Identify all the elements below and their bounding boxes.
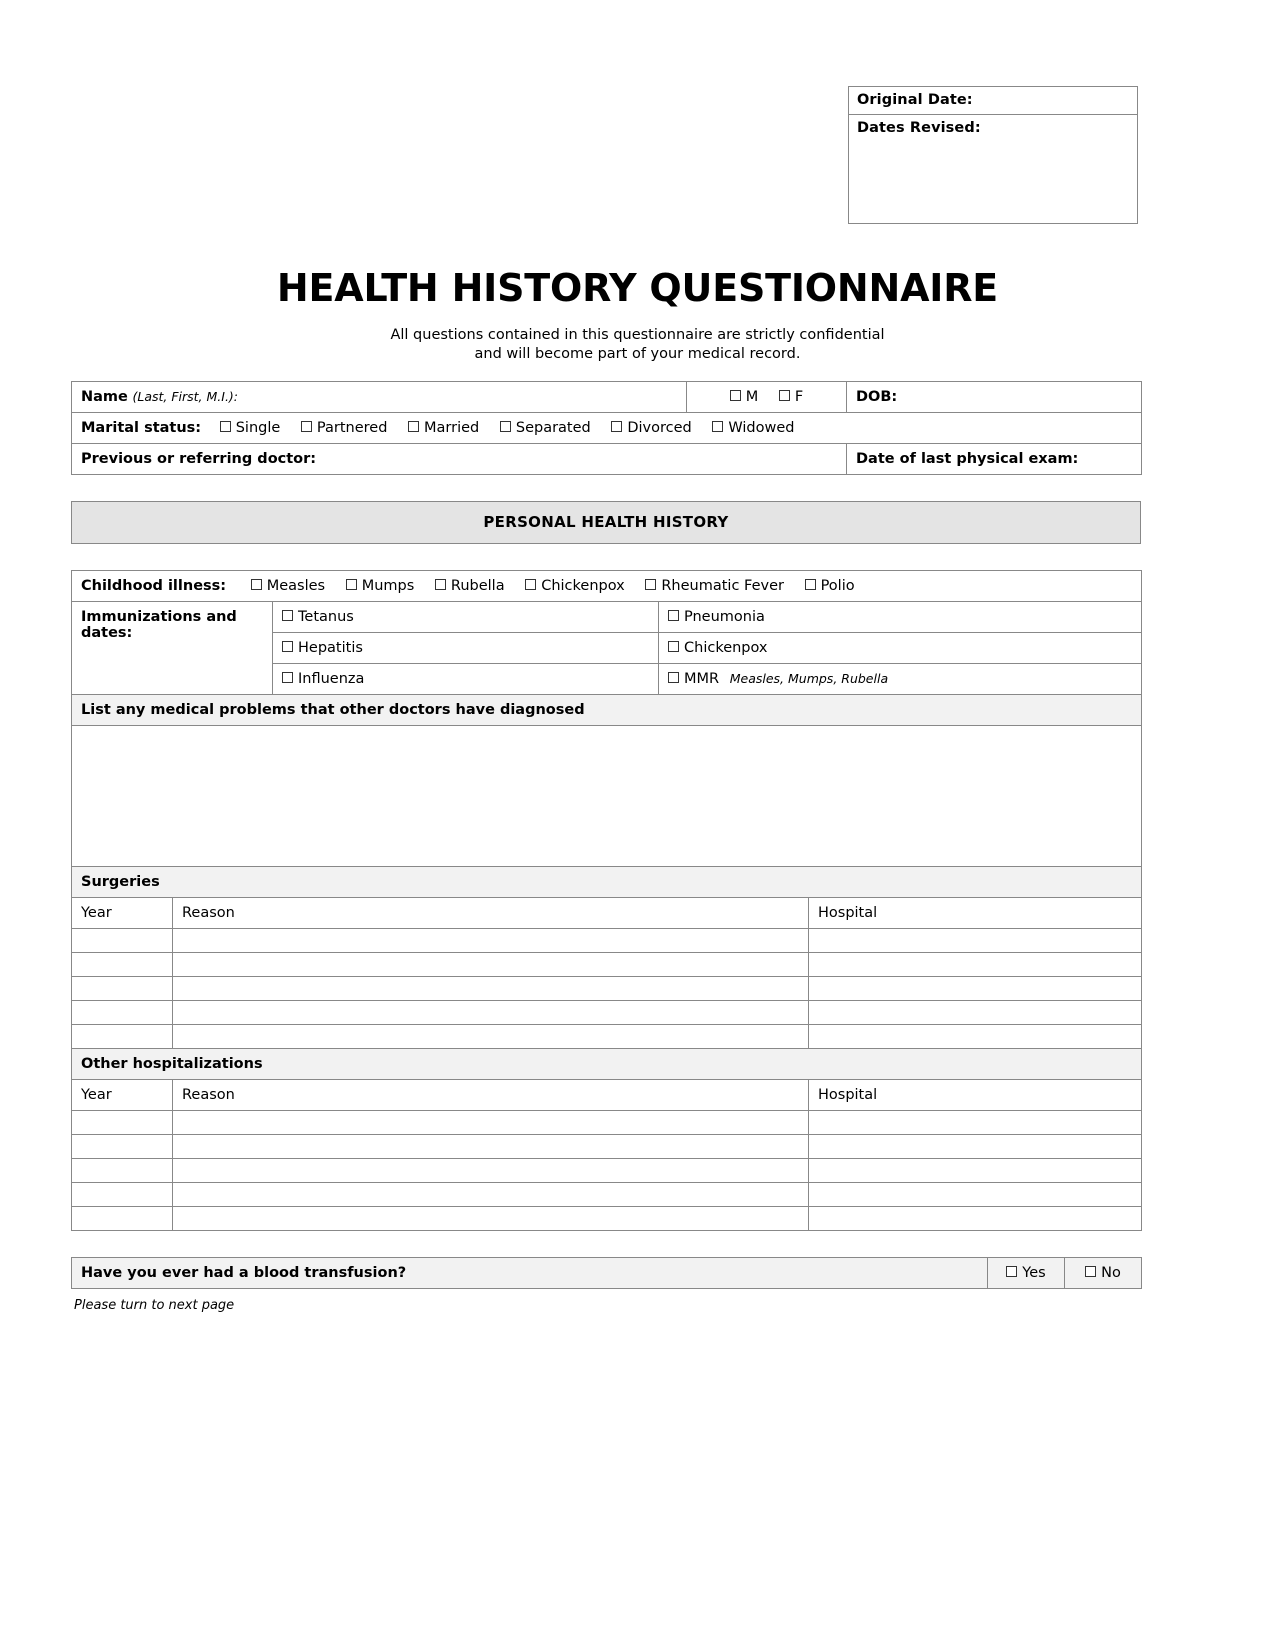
- last-exam-field[interactable]: [847, 444, 1142, 475]
- transfusion-table: [71, 1257, 1142, 1289]
- dob-field[interactable]: [847, 382, 1142, 413]
- page-footer-note: Please turn to next page: [74, 1298, 235, 1313]
- surgeries-cell-hospital[interactable]: [809, 1025, 1142, 1049]
- transfusion-row: [72, 1258, 1142, 1289]
- page-title: HEALTH HISTORY QUESTIONNAIRE: [276, 266, 999, 310]
- checkbox-icon[interactable]: [730, 390, 741, 401]
- checkbox-icon[interactable]: [282, 641, 293, 652]
- hospitalizations-cell-reason[interactable]: [173, 1183, 809, 1207]
- checkbox-icon[interactable]: [779, 390, 790, 401]
- hospitalizations-cell-year[interactable]: [72, 1183, 173, 1207]
- childhood-option-rheumatic-fever[interactable]: [645, 578, 784, 594]
- name-field[interactable]: [72, 382, 687, 413]
- childhood-option-chickenpox[interactable]: [525, 578, 625, 594]
- childhood-option-chickenpox-label: Chickenpox: [541, 578, 625, 594]
- checkbox-icon[interactable]: [1006, 1266, 1017, 1277]
- table-row: [72, 953, 1142, 977]
- immunization-hepatitis[interactable]: [273, 633, 659, 664]
- table-row: [72, 1001, 1142, 1025]
- last-exam-label: Date of last physical exam:: [856, 451, 1079, 467]
- immunization-tetanus-label: Tetanus: [298, 609, 354, 625]
- immunizations-label-line2: dates:: [81, 625, 133, 641]
- immunization-row-1: [72, 602, 1142, 633]
- checkbox-icon[interactable]: [805, 579, 816, 590]
- medical-problems-header: [72, 695, 1142, 726]
- childhood-option-polio-label: Polio: [820, 578, 855, 594]
- dates-revised-label: Dates Revised:: [857, 120, 981, 136]
- surgeries-cell-reason[interactable]: [173, 1025, 809, 1049]
- hospitalizations-table: [71, 1048, 1142, 1231]
- marital-option-single-label: Single: [235, 420, 281, 436]
- surgeries-cell-hospital[interactable]: [809, 953, 1142, 977]
- childhood-option-rheumatic-fever-label: Rheumatic Fever: [661, 578, 784, 594]
- surgeries-col-hospital: Hospital: [809, 898, 1142, 929]
- checkbox-icon[interactable]: [435, 579, 446, 590]
- subtitle-line-1: All questions contained in this questionnaire are strictly confidential: [390, 327, 885, 343]
- immunization-influenza[interactable]: [273, 664, 659, 695]
- checkbox-icon[interactable]: [220, 421, 231, 432]
- surgeries-table: [71, 866, 1142, 1049]
- dates-revised-field[interactable]: [849, 115, 1137, 223]
- name-row: [72, 382, 1142, 413]
- spacer: [71, 1231, 1141, 1257]
- original-date-field[interactable]: [849, 87, 1137, 115]
- table-row: [72, 977, 1142, 1001]
- childhood-option-measles[interactable]: [251, 578, 325, 594]
- hospitalizations-header: [72, 1049, 1142, 1080]
- sex-option-f[interactable]: [779, 389, 803, 405]
- hospitalizations-header-label: Other hospitalizations: [81, 1056, 263, 1072]
- medical-problems-header-row: [72, 695, 1142, 726]
- checkbox-icon[interactable]: [282, 610, 293, 621]
- revision-box: [848, 86, 1138, 224]
- immunization-pneumonia[interactable]: [659, 602, 1142, 633]
- surgeries-cell-reason[interactable]: [173, 953, 809, 977]
- checkbox-icon[interactable]: [645, 579, 656, 590]
- table-row: [72, 1207, 1142, 1231]
- surgeries-cell-reason[interactable]: [173, 1001, 809, 1025]
- personal-health-table: [71, 570, 1142, 867]
- hospitalizations-header-row: [72, 1049, 1142, 1080]
- immunizations-label-cell: [72, 602, 273, 695]
- surgeries-col-reason: Reason: [173, 898, 809, 929]
- surgeries-cell-reason[interactable]: [173, 977, 809, 1001]
- medical-problems-header-label: List any medical problems that other doctors have diagnosed: [81, 702, 585, 718]
- hospitalizations-cell-reason[interactable]: [173, 1111, 809, 1135]
- surgeries-cell-year[interactable]: [72, 1001, 173, 1025]
- table-row: [72, 929, 1142, 953]
- marital-option-widowed-label: Widowed: [728, 420, 795, 436]
- checkbox-icon[interactable]: [1085, 1266, 1096, 1277]
- marital-option-partnered-label: Partnered: [316, 420, 388, 436]
- checkbox-icon[interactable]: [346, 579, 357, 590]
- dob-label: DOB:: [856, 389, 898, 405]
- marital-option-widowed[interactable]: [712, 420, 794, 436]
- sex-cell: [687, 382, 847, 413]
- immunization-chickenpox[interactable]: [659, 633, 1142, 664]
- hospitalizations-col-reason: Reason: [173, 1080, 809, 1111]
- hospitalizations-cell-reason[interactable]: [173, 1207, 809, 1231]
- checkbox-icon[interactable]: [712, 421, 723, 432]
- sex-option-m[interactable]: [730, 389, 759, 405]
- immunization-pneumonia-label: Pneumonia: [684, 609, 765, 625]
- checkbox-icon[interactable]: [611, 421, 622, 432]
- hospitalizations-cell-hospital[interactable]: [809, 1135, 1142, 1159]
- section-header-personal-health-history: PERSONAL HEALTH HISTORY: [71, 501, 1141, 544]
- surgeries-cell-hospital[interactable]: [809, 929, 1142, 953]
- table-row: [72, 1183, 1142, 1207]
- referring-doctor-field[interactable]: [72, 444, 847, 475]
- referring-doctor-label: Previous or referring doctor:: [81, 451, 317, 467]
- subtitle-line-2: and will become part of your medical record.: [474, 346, 801, 362]
- transfusion-yes-label: Yes: [1022, 1265, 1046, 1281]
- surgeries-col-year: Year: [72, 898, 173, 929]
- marital-option-separated-label: Separated: [515, 420, 591, 436]
- immunization-chickenpox-label: Chickenpox: [684, 640, 768, 656]
- table-row: [72, 1135, 1142, 1159]
- hospitalizations-column-header-row: [72, 1080, 1142, 1111]
- hospitalizations-cell-reason[interactable]: [173, 1135, 809, 1159]
- name-hint: (Last, First, M.I.):: [132, 389, 239, 404]
- surgeries-cell-year[interactable]: [72, 953, 173, 977]
- childhood-illness-row: [72, 571, 1142, 602]
- marital-option-divorced-label: Divorced: [627, 420, 692, 436]
- checkbox-icon[interactable]: [500, 421, 511, 432]
- immunization-hepatitis-label: Hepatitis: [298, 640, 363, 656]
- checkbox-icon[interactable]: [408, 421, 419, 432]
- checkbox-icon[interactable]: [668, 610, 679, 621]
- hospitalizations-col-year: Year: [72, 1080, 173, 1111]
- surgeries-cell-year[interactable]: [72, 929, 173, 953]
- hospitalizations-cell-reason[interactable]: [173, 1159, 809, 1183]
- childhood-option-mumps-label: Mumps: [361, 578, 415, 594]
- surgeries-header: [72, 867, 1142, 898]
- immunization-mmr-note: Measles, Mumps, Rubella: [729, 671, 889, 686]
- checkbox-icon[interactable]: [301, 421, 312, 432]
- original-date-label: Original Date:: [857, 92, 973, 108]
- table-row: [72, 1111, 1142, 1135]
- hospitalizations-cell-hospital[interactable]: [809, 1183, 1142, 1207]
- spacer: [71, 544, 1141, 570]
- surgeries-cell-hospital[interactable]: [809, 1001, 1142, 1025]
- immunization-influenza-label: Influenza: [298, 671, 365, 687]
- medical-problems-entry-row: [72, 726, 1142, 867]
- childhood-illness-label: Childhood illness:: [81, 578, 227, 594]
- doctor-row: [72, 444, 1142, 475]
- page-subtitle: [0, 326, 1275, 364]
- checkbox-icon[interactable]: [251, 579, 262, 590]
- marital-row: [72, 413, 1142, 444]
- childhood-option-polio[interactable]: [805, 578, 855, 594]
- checkbox-icon[interactable]: [525, 579, 536, 590]
- hospitalizations-cell-hospital[interactable]: [809, 1207, 1142, 1231]
- surgeries-header-row: [72, 867, 1142, 898]
- marital-option-partnered[interactable]: [301, 420, 388, 436]
- hospitalizations-cell-year[interactable]: [72, 1111, 173, 1135]
- spacer: [71, 475, 1141, 501]
- childhood-illness-cell: [72, 571, 1142, 602]
- immunization-tetanus[interactable]: [273, 602, 659, 633]
- checkbox-icon[interactable]: [668, 641, 679, 652]
- immunization-mmr[interactable]: [659, 664, 1142, 695]
- hospitalizations-cell-year[interactable]: [72, 1207, 173, 1231]
- name-label: Name: [81, 389, 128, 405]
- marital-label: Marital status:: [81, 420, 202, 436]
- immunizations-label-line1: Immunizations and: [81, 609, 237, 625]
- childhood-option-rubella[interactable]: [435, 578, 505, 594]
- surgeries-cell-year[interactable]: [72, 977, 173, 1001]
- hospitalizations-cell-hospital[interactable]: [809, 1159, 1142, 1183]
- childhood-option-rubella-label: Rubella: [450, 578, 505, 594]
- transfusion-yes-option[interactable]: [988, 1258, 1065, 1289]
- transfusion-no-option[interactable]: [1065, 1258, 1142, 1289]
- medical-problems-textarea[interactable]: [72, 726, 1142, 867]
- marital-cell: [72, 413, 1142, 444]
- marital-option-single[interactable]: [220, 420, 281, 436]
- marital-option-divorced[interactable]: [611, 420, 691, 436]
- hospitalizations-cell-hospital[interactable]: [809, 1111, 1142, 1135]
- surgeries-column-header-row: [72, 898, 1142, 929]
- identity-table: [71, 381, 1142, 475]
- table-row: [72, 1159, 1142, 1183]
- transfusion-question-cell: [72, 1258, 988, 1289]
- hospitalizations-cell-year[interactable]: [72, 1159, 173, 1183]
- marital-option-married[interactable]: [408, 420, 479, 436]
- hospitalizations-col-hospital: Hospital: [809, 1080, 1142, 1111]
- form-body: [71, 381, 1141, 1313]
- surgeries-header-label: Surgeries: [81, 874, 160, 890]
- surgeries-cell-year[interactable]: [72, 1025, 173, 1049]
- surgeries-cell-hospital[interactable]: [809, 977, 1142, 1001]
- transfusion-no-label: No: [1101, 1265, 1121, 1281]
- checkbox-icon[interactable]: [282, 672, 293, 683]
- checkbox-icon[interactable]: [668, 672, 679, 683]
- childhood-option-measles-label: Measles: [266, 578, 326, 594]
- immunization-mmr-label: MMR: [684, 671, 720, 687]
- transfusion-question-label: Have you ever had a blood transfusion?: [81, 1265, 407, 1281]
- sex-option-m-label: M: [745, 389, 759, 405]
- sex-option-f-label: F: [794, 389, 804, 405]
- childhood-option-mumps[interactable]: [346, 578, 415, 594]
- surgeries-cell-reason[interactable]: [173, 929, 809, 953]
- table-row: [72, 1025, 1142, 1049]
- marital-option-married-label: Married: [424, 420, 480, 436]
- marital-option-separated[interactable]: [500, 420, 591, 436]
- hospitalizations-cell-year[interactable]: [72, 1135, 173, 1159]
